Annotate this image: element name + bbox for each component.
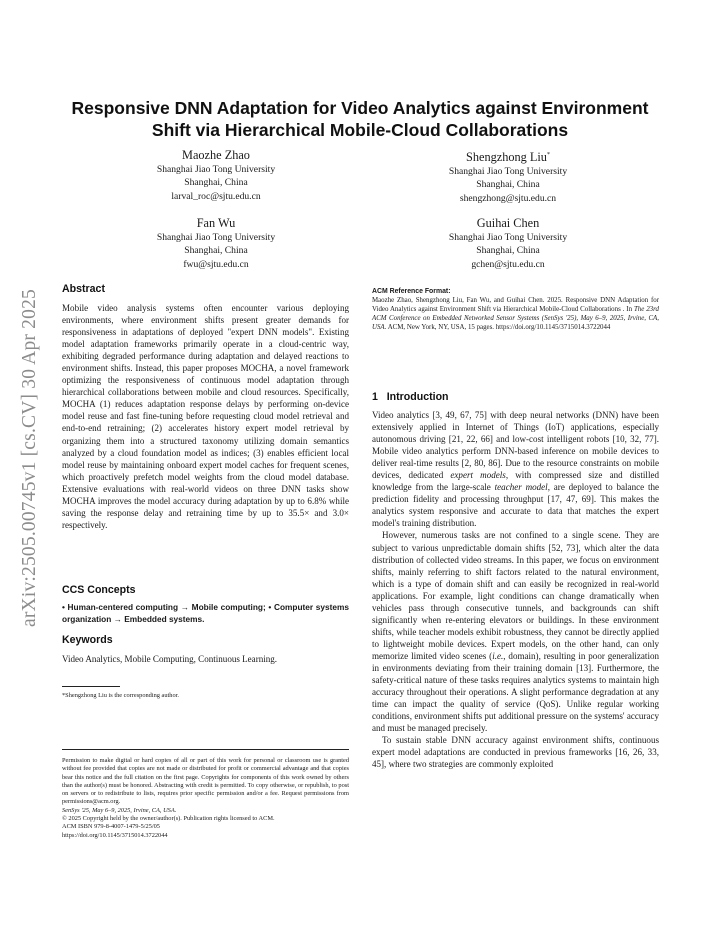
permission-isbn: ACM ISBN 979-8-4007-1479-5/25/05	[62, 823, 160, 831]
intro-paragraph-3: To sustain stable DNN accuracy against environment shifts, continuous expert model adaptations are conducted in previous frameworks [16, 26, 33, 45], where two strategies are commonly exploited	[372, 735, 659, 770]
author-email: larval_roc@sjtu.edu.cn	[171, 190, 261, 202]
author-name: Maozhe Zhao	[182, 148, 250, 162]
author-name: Shengzhong Liu	[466, 150, 547, 165]
ccs-heading: CCS Concepts	[62, 584, 136, 596]
author-name: Guihai Chen	[476, 216, 540, 230]
intro-body	[372, 409, 659, 770]
acm-reference	[372, 287, 659, 332]
author-email: fwu@sjtu.edu.cn	[183, 258, 249, 270]
permission-block	[62, 757, 349, 840]
author-block-1	[81, 147, 351, 203]
acm-reference-venue: The 23rd ACM Conference on Embedded Networked Sensor Systems (SenSys '25), May 6–9, 2025, Irvine, CA, USA.	[372, 306, 659, 332]
author-affiliation: Shanghai Jiao Tong University	[156, 164, 276, 175]
author-affiliation: Shanghai Jiao Tong University	[156, 232, 276, 243]
acm-reference-authors: Maozhe Zhao, Shengzhong Liu, Fan Wu, and Guihai Chen. 2025. Responsive DNN Adaptation for Video Analytics against Environment Shift via Hierarchical Mobile-Cloud Collaborations . In	[372, 297, 659, 314]
footnote-text: *Shengzhong Liu is the corresponding author.	[62, 692, 179, 699]
permission-copyright: © 2025 Copyright held by the owner/author(s). Publication rights licensed to ACM.	[62, 815, 275, 823]
author-location: Shanghai, China	[476, 245, 540, 257]
arxiv-identifier-text: arXiv:2505.00745v1 [cs.CV] 30 Apr 2025	[19, 289, 40, 627]
author-affiliation: Shanghai Jiao Tong University	[448, 166, 568, 178]
arxiv-identifier	[10, 248, 50, 668]
author-block-3	[81, 215, 351, 271]
permission-venue: SenSys '25, May 6–9, 2025, Irvine, CA, USA.	[62, 806, 177, 814]
author-location: Shanghai, China	[184, 245, 248, 257]
permission-doi: https://doi.org/10.1145/3715014.3722044	[62, 831, 168, 839]
author-email: gchen@sjtu.edu.cn	[471, 258, 545, 270]
author-affiliation: Shanghai Jiao Tong University	[448, 232, 568, 243]
keywords-heading: Keywords	[62, 634, 113, 646]
acm-reference-heading: ACM Reference Format:	[372, 288, 451, 295]
author-location: Shanghai, China	[184, 177, 248, 189]
author-block-2	[373, 147, 643, 205]
author-location: Shanghai, China	[476, 179, 540, 191]
permission-rule	[62, 749, 349, 750]
author-block-4	[373, 215, 643, 271]
acm-reference-tail: ACM, New York, NY, USA, 15 pages. https://doi.org/10.1145/3715014.3722044	[386, 324, 611, 332]
intro-heading: 1 Introduction	[372, 391, 449, 403]
author-email: shengzhong@sjtu.edu.cn	[459, 192, 557, 204]
intro-paragraph-1: Video analytics [3, 49, 67, 75] with deep neural networks (DNN) have been extensively applied in Internet of Things (IoT) applications, especially autonomous driving [21, 22, 66] and low-cost intelligent robots [10, 32, 77]. Mobile video analytics perform DNN-based inference on mobile devices to deliver real-time results [2, 80, 86]. Due to the resource constraints on mobile devices, dedicated expert models, with compressed size and distilled knowledge from the large-scale teacher model, are deployed to balance the prediction fidelity and processing throughput [17, 47, 69]. This makes the analytics system responsive and accurate to data that matches the expert model's training distribution.	[372, 410, 660, 529]
abstract-heading: Abstract	[62, 283, 105, 295]
abstract-text: Mobile video analysis systems often encounter various deploying environments, where environment shifts present greater demands for responsiveness in adaptations of deployed "expert DNN models". Existing model adaptation frameworks primarily operate in a cloud-centric way, exhibiting degraded performance during adaptation and delayed reactions to environment shifts. Instead, this paper proposes MOCHA, a novel framework optimizing the responsiveness of continuous model adaptation through hierarchical collaborations between mobile and cloud resources. Specifically, MOCHA (1) reduces adaptation response delays by performing on-device model reuse and fast fine-tuning before requesting cloud model retrieval and end-to-end retraining; (2) accelerates history expert model retrieval by organizing them into a structured taxonomy utilizing domain semantics analyzed by a cloud foundation model as indices; (3) enables efficient local model reuse by maintaining onboard expert model caches for frequent scenes, which proactively prefetch model weights from the cloud model database. Extensive evaluations with real-world videos on three DNN tasks show MOCHA improves the model accuracy during adaptation by up to 6.8% while saving the response delay and retraining time by up to 35.5× and 3.0× respectively.	[62, 303, 349, 530]
permission-text: Permission to make digital or hard copies of all or part of this work for personal or classroom use is granted without fee provided that copies are not made or distributed for profit or commercial advantage and that copies bear this notice and the full citation on the first page. Copyrights for components of this work owned by others than the author(s) must be honored. Abstracting with credit is permitted. To copy otherwise, or republish, to post on servers or to redistribute to lists, requires prior specific permission and/or a fee. Request permissions from permissions@acm.org.	[62, 757, 349, 806]
paper-title: Responsive DNN Adaptation for Video Analytics against Environment Shift via Hierarchical Mobile-Cloud Collaborations	[71, 98, 649, 140]
corresponding-mark: *	[546, 152, 550, 158]
keywords-text: Video Analytics, Mobile Computing, Continuous Learning.	[62, 654, 278, 664]
intro-paragraph-2: However, numerous tasks are not confined to a single scene. They are subject to various unpredictable domain shifts [52, 73], which alter the data distribution of collected video streams. In this paper, we focus on environment shifts, mainly referring to shift factors related to the natural environment, which is a type of domain shift and can easily be recognized in real-world applications. For example, light conditions can change dramatically when vehicles pass through consecutive tunnels, and backgrounds can shift significantly when re-entering elevators or buildings. In these environment shifts, while teacher models exhibit robustness, they cannot be directly applied to lightweight mobile devices. Expert models, on the other hand, can only memorize limited video scenes (i.e., domain), resulting in poor generalization in environments deviating from their training domain [13]. Furthermore, the safety-critical nature of these tasks requires analytics systems to maintain high accuracy throughout their operations. A slight performance degradation at any time can impact the quality of service (QoS). Unlike regular working conditions, environment shifts put additional pressure on the systems' accuracy and must be managed precisely.	[372, 530, 660, 734]
footnote-rule	[62, 686, 120, 687]
ccs-text: • Human-centered computing → Mobile computing; • Computer systems organization → Embedded systems.	[62, 602, 349, 625]
author-name: Fan Wu	[196, 216, 236, 230]
